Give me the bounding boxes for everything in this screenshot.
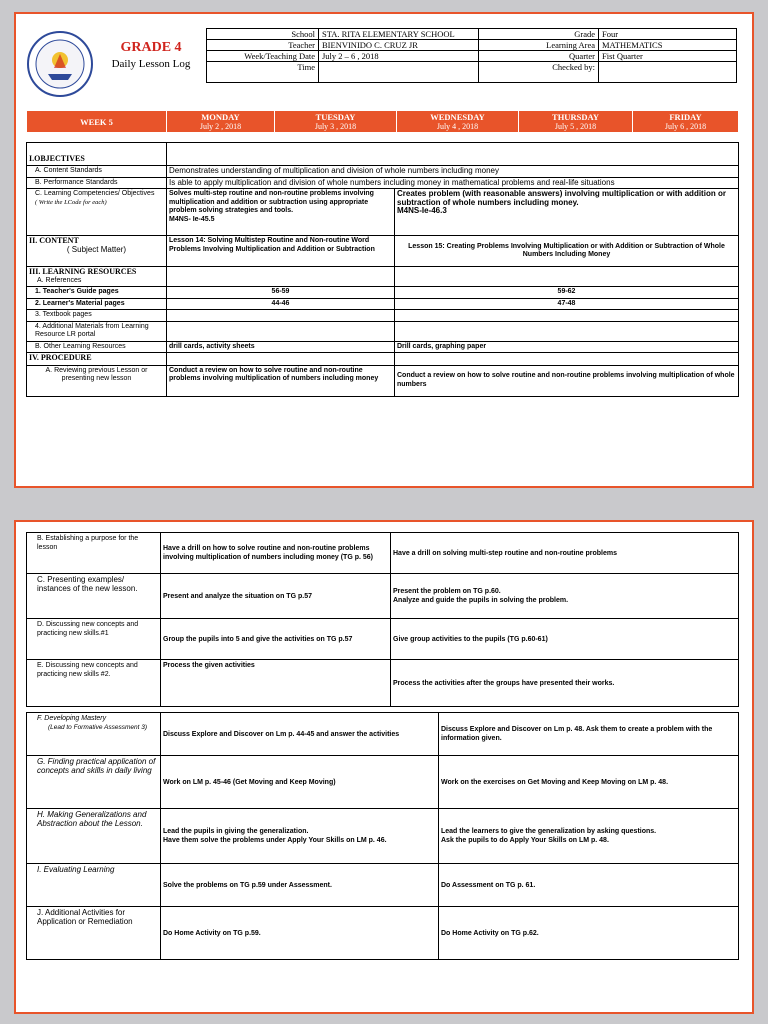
- procedure-h-left-1: Lead the pupils in giving the generalization.: [163, 828, 309, 835]
- day-name: TUESDAY: [315, 112, 356, 122]
- procedure-f-note: (Lead to Formative Assessment 3): [47, 724, 148, 731]
- content-sub: ( Subject Matter): [66, 244, 127, 254]
- lm-pages-row: [27, 298, 739, 310]
- procedure-a-left: Conduct a review on how to solve routine and non-routine problems involving multiplication of numbers including money: [167, 365, 395, 396]
- day-tuesday: [275, 111, 397, 133]
- header-label: Learning Area: [479, 40, 599, 51]
- content-left: Lesson 14: Solving Multistep Routine and Non-routine Word Problems Involving Multiplication and Addition or Subtraction: [167, 236, 395, 267]
- competencies-note: ( Write the LCode for each): [35, 198, 107, 206]
- procedure-g-left: Work on LM p. 45-46 (Get Moving and Keep Moving): [161, 756, 439, 809]
- procedure-j-right: Do Home Activity on TG p.62.: [439, 907, 739, 960]
- textbook-label: 3. Textbook pages: [27, 310, 167, 322]
- procedure-g-label: G. Finding practical application of concepts and skills in daily living: [27, 756, 161, 809]
- header-row: [207, 40, 737, 51]
- header-label: Grade: [479, 29, 599, 40]
- procedure-h-left: [161, 809, 439, 864]
- header-value: [599, 62, 737, 83]
- day-date: July 3 , 2018: [314, 122, 357, 131]
- procedure-g-right: Work on the exercises on Get Moving and Keep Moving on LM p. 48.: [439, 756, 739, 809]
- procedure-h-right-2: Ask the pupils to do Apply Your Skills on LM p. 48.: [441, 837, 609, 844]
- procedure-c-row: [27, 574, 739, 619]
- day-date: July 5 , 2018: [554, 122, 597, 131]
- procedure-b-row: [27, 533, 739, 574]
- day-monday: [167, 111, 275, 133]
- day-friday: [633, 111, 739, 133]
- competencies-right-text: Creates problem (with reasonable answers) involving multiplication or with addition or subtraction of whole numbers including money.: [397, 189, 726, 207]
- content-right: Lesson 15: Creating Problems Involving Multiplication or with Addition or Subtraction of Whole Numbers Including Money: [395, 236, 739, 267]
- competencies-right-code: M4NS-Ie-46.3: [397, 206, 447, 215]
- procedure-d-left: Group the pupils into 5 and give the activities on TG p.57: [161, 619, 391, 660]
- procedure-d-row: [27, 619, 739, 660]
- additional-materials-row: [27, 321, 739, 341]
- resources-heading: III. LEARNING RESOURCES: [29, 267, 137, 276]
- procedure-j-row: [27, 907, 739, 960]
- competencies-left-code: M4NS- Ie-45.5: [169, 215, 215, 223]
- content-cell: [27, 236, 167, 267]
- day-name: MONDAY: [201, 112, 240, 122]
- procedure-h-right-1: Lead the learners to give the generalization by asking questions.: [441, 828, 657, 835]
- header-value: BIENVINIDO C. CRUZ JR: [319, 40, 479, 51]
- procedure-b-left: Have a drill on how to solve routine and non-routine problems involving multiplication of numbers including money (TG p. 56): [161, 533, 391, 574]
- header-value: Fist Quarter: [599, 51, 737, 62]
- header-row: [207, 51, 737, 62]
- textbook-row: [27, 310, 739, 322]
- grade-title: GRADE 4: [120, 40, 182, 55]
- procedure-e-row: [27, 660, 739, 707]
- procedure-j-label: J. Additional Activities for Application or Remediation: [27, 907, 161, 960]
- procedure-a-label: A. Reviewing previous Lesson or presenting new lesson: [27, 365, 167, 396]
- procedure-f-row: [27, 713, 739, 756]
- header-value: Four: [599, 29, 737, 40]
- day-name: WEDNESDAY: [430, 112, 485, 122]
- day-date: July 6 , 2018: [664, 122, 707, 131]
- day-thursday: [519, 111, 633, 133]
- other-right: Drill cards, graphing paper: [395, 341, 739, 353]
- content-row: [27, 236, 739, 267]
- day-name: FRIDAY: [669, 112, 702, 122]
- header-label: School: [207, 29, 319, 40]
- lesson-table: [26, 142, 739, 397]
- week-bar: [26, 110, 739, 133]
- header-value: [319, 62, 479, 83]
- day-wednesday: [397, 111, 519, 133]
- resources-row: [27, 267, 739, 287]
- competencies-cell: [27, 189, 167, 236]
- content-heading: II. CONTENT: [29, 236, 79, 245]
- procedure-f-left: Discuss Explore and Discover on Lm p. 44-45 and answer the activities: [161, 713, 439, 756]
- tg-left: 56-59: [167, 287, 395, 299]
- competencies-left: [167, 189, 395, 236]
- procedure-g-row: [27, 756, 739, 809]
- procedure-b-right: Have a drill on solving multi-step routine and non-routine problems: [391, 533, 739, 574]
- procedure-c-right: [391, 574, 739, 619]
- additional-label: 4. Additional Materials from Learning Resource LR portal: [27, 321, 167, 341]
- procedure-f-cell: [27, 713, 161, 756]
- competencies-left-text: Solves multi-step routine and non-routine problems involving multiplication and addition or subtraction using appropriate problem solving strategies and tools.: [169, 190, 374, 214]
- header-label: Quarter: [479, 51, 599, 62]
- procedure-c-label: C. Presenting examples/ instances of the new lesson.: [27, 574, 161, 619]
- other-resources-row: [27, 341, 739, 353]
- performance-standards-row: [27, 177, 739, 189]
- objectives-heading: I.OBJECTIVES: [29, 153, 85, 163]
- procedure-h-label: H. Making Generalizations and Abstraction about the Lesson.: [27, 809, 161, 864]
- procedure-c-right-1: Present the problem on TG p.60.: [393, 588, 501, 595]
- procedure-h-left-2: Have them solve the problems under Apply Your Skills on LM p. 46.: [163, 837, 387, 844]
- tg-right: 59-62: [395, 287, 739, 299]
- tg-pages-row: [27, 287, 739, 299]
- competencies-row: [27, 189, 739, 236]
- procedure-heading-row: [27, 353, 739, 366]
- performance-standards-text: Is able to apply multiplication and division of whole numbers including money in mathematical problems and real-life situations: [167, 177, 739, 189]
- competencies-right: [395, 189, 739, 236]
- procedure-c-left: Present and analyze the situation on TG p.57: [161, 574, 391, 619]
- procedure-f-label: F. Developing Mastery: [37, 715, 107, 722]
- lm-label: 2. Learner's Material pages: [27, 298, 167, 310]
- procedure-i-row: [27, 864, 739, 907]
- references-label: A. References: [37, 276, 82, 284]
- procedure-j-left: Do Home Activity on TG p.59.: [161, 907, 439, 960]
- procedure-e-left: Process the given activities: [161, 660, 391, 707]
- content-standards-row: [27, 166, 739, 178]
- procedure-a-right: Conduct a review on how to solve routine and non-routine problems involving multiplication of whole numbers: [395, 365, 739, 396]
- procedure-h-right: [439, 809, 739, 864]
- day-date: July 4 , 2018: [436, 122, 479, 131]
- procedure-i-label: I. Evaluating Learning: [27, 864, 161, 907]
- day-name: THURSDAY: [552, 112, 599, 122]
- header-label: Teacher: [207, 40, 319, 51]
- other-label: B. Other Learning Resources: [27, 341, 167, 353]
- procedure-heading: IV. PROCEDURE: [29, 353, 92, 362]
- week-label: WEEK 5: [27, 111, 167, 133]
- procedure-d-label: D. Discussing new concepts and practicing new skills.#1: [27, 619, 161, 660]
- lm-left: 44-46: [167, 298, 395, 310]
- procedure-a-row: [27, 365, 739, 396]
- other-left: drill cards, activity sheets: [167, 341, 395, 353]
- page-2: [14, 520, 754, 1014]
- content-standards-label: A. Content Standards: [27, 166, 167, 178]
- header-value: July 2 – 6 , 2018: [319, 51, 479, 62]
- resources-cell: [27, 267, 167, 287]
- header-table: [206, 28, 737, 83]
- procedure-e-right: Process the activities after the groups have presented their works.: [391, 660, 739, 707]
- procedure-c-right-2: Analyze and guide the pupils in solving the problem.: [393, 597, 569, 604]
- header-label: Week/Teaching Date: [207, 51, 319, 62]
- procedure-e-label: E. Discussing new concepts and practicing new skills #2.: [27, 660, 161, 707]
- day-date: July 2 , 2018: [199, 122, 242, 131]
- performance-standards-label: B. Performance Standards: [27, 177, 167, 189]
- procedure-d-right: Give group activities to the pupils (TG p.60-61): [391, 619, 739, 660]
- log-title: Daily Lesson Log: [111, 58, 191, 70]
- header-value: STA. RITA ELEMENTARY SCHOOL: [319, 29, 479, 40]
- header-row: [207, 62, 737, 83]
- header-label: Time: [207, 62, 319, 83]
- procedure-i-right: Do Assessment on TG p. 61.: [439, 864, 739, 907]
- page-1: [14, 12, 754, 488]
- header-label: Checked by:: [479, 62, 599, 83]
- tg-label: 1. Teacher's Guide pages: [27, 287, 167, 299]
- procedure-i-left: Solve the problems on TG p.59 under Assessment.: [161, 864, 439, 907]
- title-block: [98, 40, 204, 70]
- procedure-f-right: Discuss Explore and Discover on Lm p. 48. Ask them to create a problem with the information given.: [439, 713, 739, 756]
- lm-right: 47-48: [395, 298, 739, 310]
- procedure-b-label: B. Establishing a purpose for the lesson: [27, 533, 161, 574]
- header-value: MATHEMATICS: [599, 40, 737, 51]
- procedure-h-row: [27, 809, 739, 864]
- header-row: [207, 29, 737, 40]
- content-standards-text: Demonstrates understanding of multiplication and division of whole numbers including money: [167, 166, 739, 178]
- procedure-table: [26, 532, 739, 707]
- deped-seal-icon: [26, 30, 94, 98]
- procedure-table-2: [26, 712, 739, 960]
- competencies-label: C. Learning Competencies/ Objectives: [35, 190, 155, 197]
- objectives-heading-row: [27, 143, 739, 166]
